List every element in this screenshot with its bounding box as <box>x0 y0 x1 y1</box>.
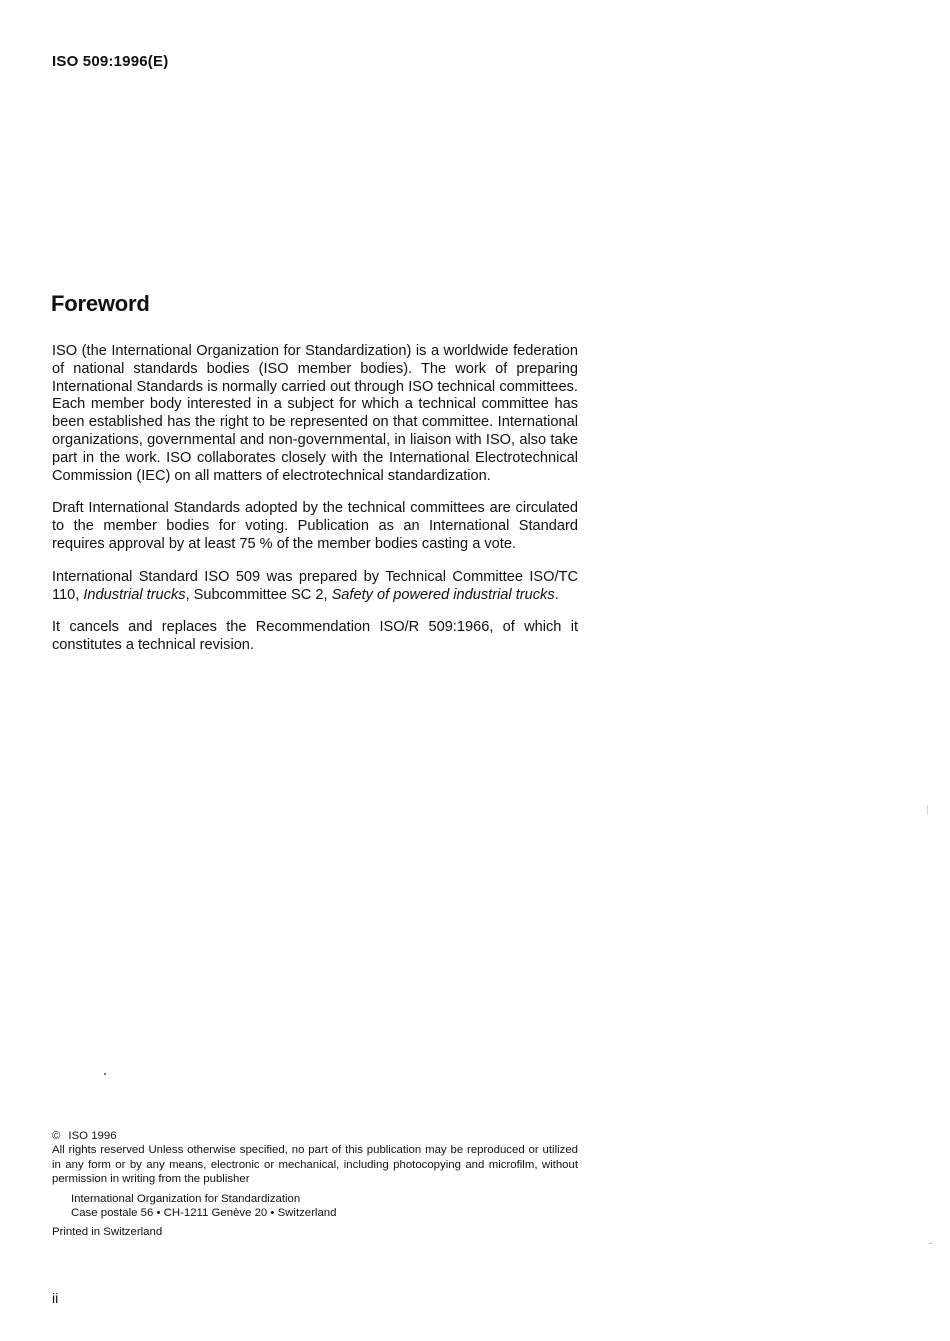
rights-notice: All rights reserved Unless otherwise specified, no part of this publication may be reproduced or utilized in any form or by any means, electronic or mechanical, including photocopying and microfilm, without permission in writing from the publisher <box>52 1144 578 1186</box>
publisher-org: International Organization for Standardization <box>71 1192 301 1205</box>
copyright-line <box>52 1129 578 1143</box>
printed-in: Printed in Switzerland <box>52 1226 163 1239</box>
foreword-paragraph-2: Draft International Standards adopted by the technical committees are circulated to the member bodies for voting. Publication as an International Standard requires approval by at least 75 % of the member bodies casting a vote. <box>52 500 578 552</box>
foreword-body <box>52 343 578 670</box>
copyright-icon: © <box>52 1130 61 1142</box>
para3-text-2: , Subcommittee SC 2, <box>185 586 332 603</box>
publisher-postal: Case postale 56 • CH-1211 Genève 20 • Switzerland <box>71 1207 337 1220</box>
para3-committee-title: Industrial trucks <box>83 586 186 603</box>
copyright-year: ISO 1996 <box>68 1130 117 1142</box>
para3-subcommittee-title: Safety of powered industrial trucks <box>331 586 555 603</box>
para3-text-3: . <box>554 586 559 603</box>
document-id: ISO 509:1996(E) <box>52 53 169 70</box>
foreword-paragraph-3 <box>52 569 578 605</box>
foreword-paragraph-1: ISO (the International Organization for Standardization) is a worldwide federation of national standards bodies (ISO member bodies). The work of preparing International Standards is normally carried out through ISO technical committees. Each member body interested in a subject for which a technical committee has been established has the right to be represented on that committee. International organizations, governmental and non-governmental, in liaison with ISO, also take part in the work. ISO collaborates closely with the International Electrotechnical Commission (IEC) on all matters of electrotechnical standardization. <box>52 343 578 484</box>
copyright-block <box>52 1129 578 1240</box>
publisher-address <box>71 1192 578 1221</box>
scan-speck <box>104 1073 106 1075</box>
scan-mark-2 <box>929 1243 932 1244</box>
para3-text-1: International Standard ISO 509 was prepared by Technical Committee ISO/TC 110, <box>52 568 578 603</box>
page-number: ii <box>52 1290 59 1306</box>
scan-mark <box>927 805 928 815</box>
foreword-title: Foreword <box>51 291 150 316</box>
foreword-paragraph-4: It cancels and replaces the Recommendation ISO/R 509:1966, of which it constitutes a technical revision. <box>52 619 578 654</box>
